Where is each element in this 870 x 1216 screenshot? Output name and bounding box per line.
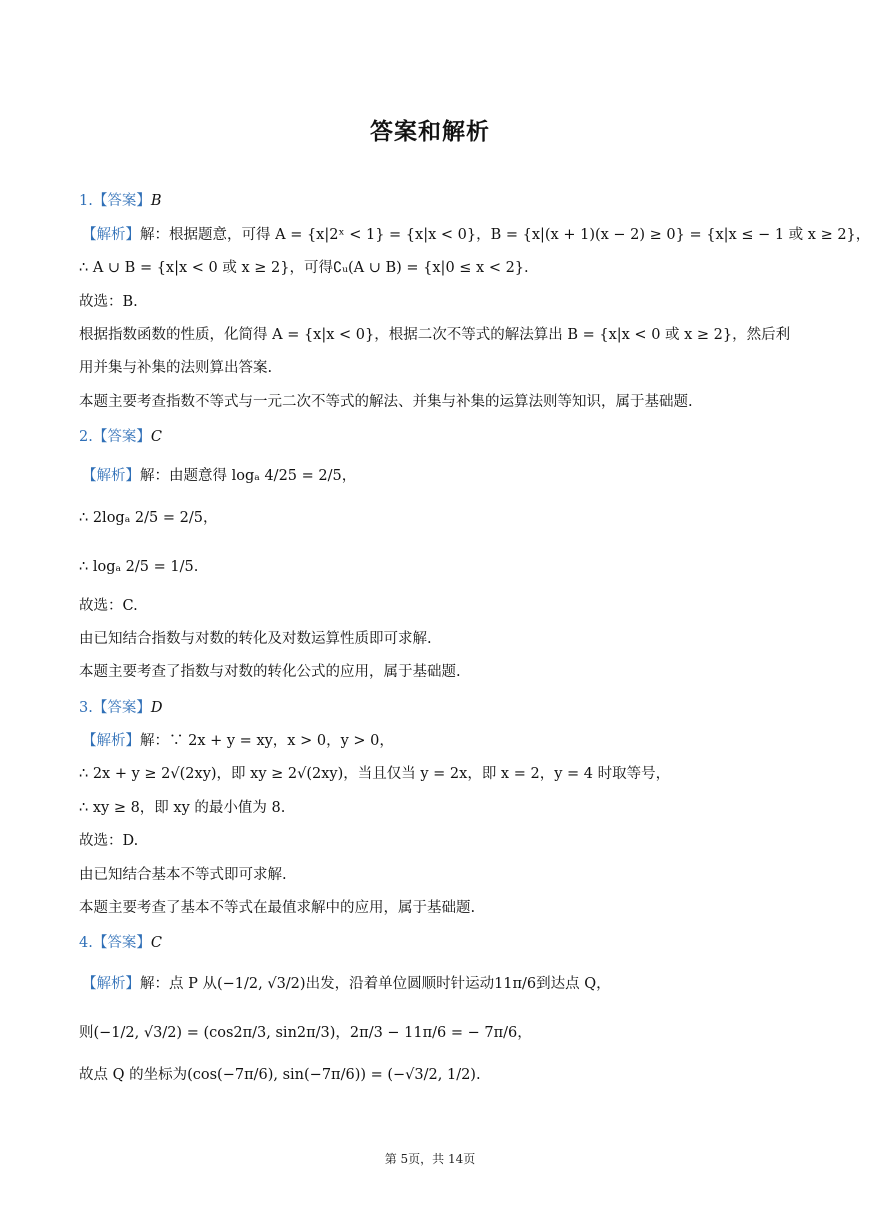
text-line: 本题主要考查了指数与对数的转化公式的应用，属于基础题. [79,664,461,680]
answer-value: D [150,700,163,716]
text-line: ∴ xy ≥ 8，即 xy 的最小值为 8. [79,800,286,816]
question-number: 1. [79,193,93,209]
analysis-tag: 【解析】 [82,733,140,749]
analysis-text: 解：根据题意，可得 A = {x|2ˣ < 1} = {x|x < 0}，B = {x|(x + 1)(x − 2) ≥ 0} = {x|x ≤ − 1 或 x ≥ 2}， [140,227,870,243]
answer-tag: 【答案】 [92,429,151,445]
analysis-line [82,730,792,752]
text-line: 则(−1/2, √3/2) = (cos2π/3, sin2π/3)，2π/3 − 11π/6 = − 7π/6， [79,1025,532,1041]
answer-value: C [150,935,162,951]
text-line: ∴ A ∪ B = {x|x < 0 或 x ≥ 2}，可得∁ᵤ(A ∪ B) = {x|0 ≤ x < 2}. [79,260,529,276]
text-line: 本题主要考查了基本不等式在最值求解中的应用，属于基础题. [79,900,476,916]
text-line: ∴ logₐ 2/5 = 1/5. [79,559,199,575]
analysis-tag: 【解析】 [82,227,140,243]
answer-tag: 【答案】 [92,935,151,951]
answer-line [79,932,789,954]
text-line: ∴ 2x + y ≥ 2√(2xy)，即 xy ≥ 2√(2xy)，当且仅当 y = 2x，即 x = 2，y = 4 时取等号， [79,766,671,782]
text-line: ∴ 2logₐ 2/5 = 2/5， [79,510,218,526]
analysis-text: 解：由题意得 logₐ 4/25 = 2/5， [140,468,357,484]
answer-line [79,190,789,212]
analysis-tag: 【解析】 [82,976,140,992]
text-line: 由已知结合指数与对数的转化及对数运算性质即可求解. [79,631,432,647]
question-number: 2. [79,429,93,445]
page-footer: 第 5页，共 14页 [384,1152,476,1166]
answer-tag: 【答案】 [92,700,151,716]
question-number: 3. [79,700,93,716]
answer-value: B [150,193,162,209]
text-line: 故选：B. [79,294,138,310]
text-line: 根据指数函数的性质，化简得 A = {x|x < 0}，根据二次不等式的解法算出 B = {x|x < 0 或 x ≥ 2}，然后利 [79,327,791,343]
text-line: 用并集与补集的法则算出答案. [79,360,273,376]
text-line: 故选：C. [79,598,138,614]
answer-value: C [150,429,162,445]
answer-line [79,426,789,448]
answer-line [79,697,789,719]
analysis-line [82,973,792,995]
analysis-text: 解：点 P 从(−1/2, √3/2)出发，沿着单位圆顺时针运动11π/6到达点 Q， [140,976,611,992]
answer-tag: 【答案】 [92,193,151,209]
text-line: 故点 Q 的坐标为(cos(−7π/6), sin(−7π/6)) = (−√3/2, 1/2). [79,1067,481,1083]
text-line: 故选：D. [79,833,139,849]
page-title: 答案和解析 [370,119,490,145]
analysis-line [82,465,792,487]
text-line: 由已知结合基本不等式即可求解. [79,867,287,883]
analysis-text: 解：∵ 2x + y = xy，x > 0，y > 0， [140,733,394,749]
analysis-tag: 【解析】 [82,468,140,484]
question-number: 4. [79,935,93,951]
analysis-line [82,224,870,246]
text-line: 本题主要考查指数不等式与一元二次不等式的解法、并集与补集的运算法则等知识，属于基础题. [79,394,693,410]
